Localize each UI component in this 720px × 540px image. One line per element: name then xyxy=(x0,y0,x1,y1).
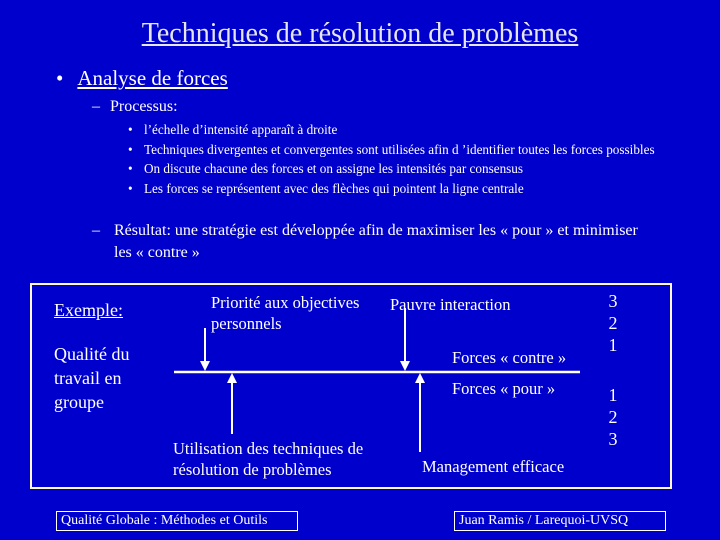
scale-value: 2 xyxy=(608,313,618,333)
slide-title: Techniques de résolution de problèmes xyxy=(141,18,579,49)
scale-value: 2 xyxy=(608,407,618,427)
force-label-techniques: Utilisation des techniques de résolution de problèmes xyxy=(173,439,364,479)
result-text: Résultat: une stratégie est développée afin de maximiser les « pour » et minimiser les « contre » xyxy=(114,222,638,261)
scale-value: 1 xyxy=(608,335,618,355)
dash-marker: – xyxy=(92,222,100,239)
bullet-text: Analyse de forces xyxy=(77,66,228,90)
footer-left: Qualité Globale : Méthodes et Outils xyxy=(56,511,298,531)
force-label-management: Management efficace xyxy=(422,457,565,476)
list-item: • Les forces se représentent avec des flèches qui pointent la ligne centrale xyxy=(124,179,672,199)
dash-marker: – xyxy=(92,98,100,115)
list-item: • On discute chacune des forces et on assigne les intensités par consensus xyxy=(124,159,672,179)
bullet-marker: • xyxy=(56,66,64,90)
forces-pour-label: Forces « pour » xyxy=(452,379,556,398)
footer-right: Juan Ramis / Larequoi-UVSQ xyxy=(454,511,666,531)
scale-value: 1 xyxy=(608,385,618,405)
list-item: • l’échelle d’intensité apparaît à droite xyxy=(124,120,672,140)
force-label-pauvre-interaction: Pauvre interaction xyxy=(390,295,511,314)
force-label-priorite: Priorité aux objectives personnels xyxy=(211,293,360,333)
list-item: • Techniques divergentes et convergentes sont utilisées afin d ’identifier toutes les forces possibles xyxy=(124,140,672,160)
subheading-text: Processus: xyxy=(110,98,178,115)
scale-value: 3 xyxy=(608,291,618,311)
example-label: Exemple: xyxy=(54,300,123,320)
scale-value: 3 xyxy=(608,429,618,449)
forces-contre-label: Forces « contre » xyxy=(452,348,567,367)
subject-label: Qualité du travail en groupe xyxy=(54,344,130,412)
